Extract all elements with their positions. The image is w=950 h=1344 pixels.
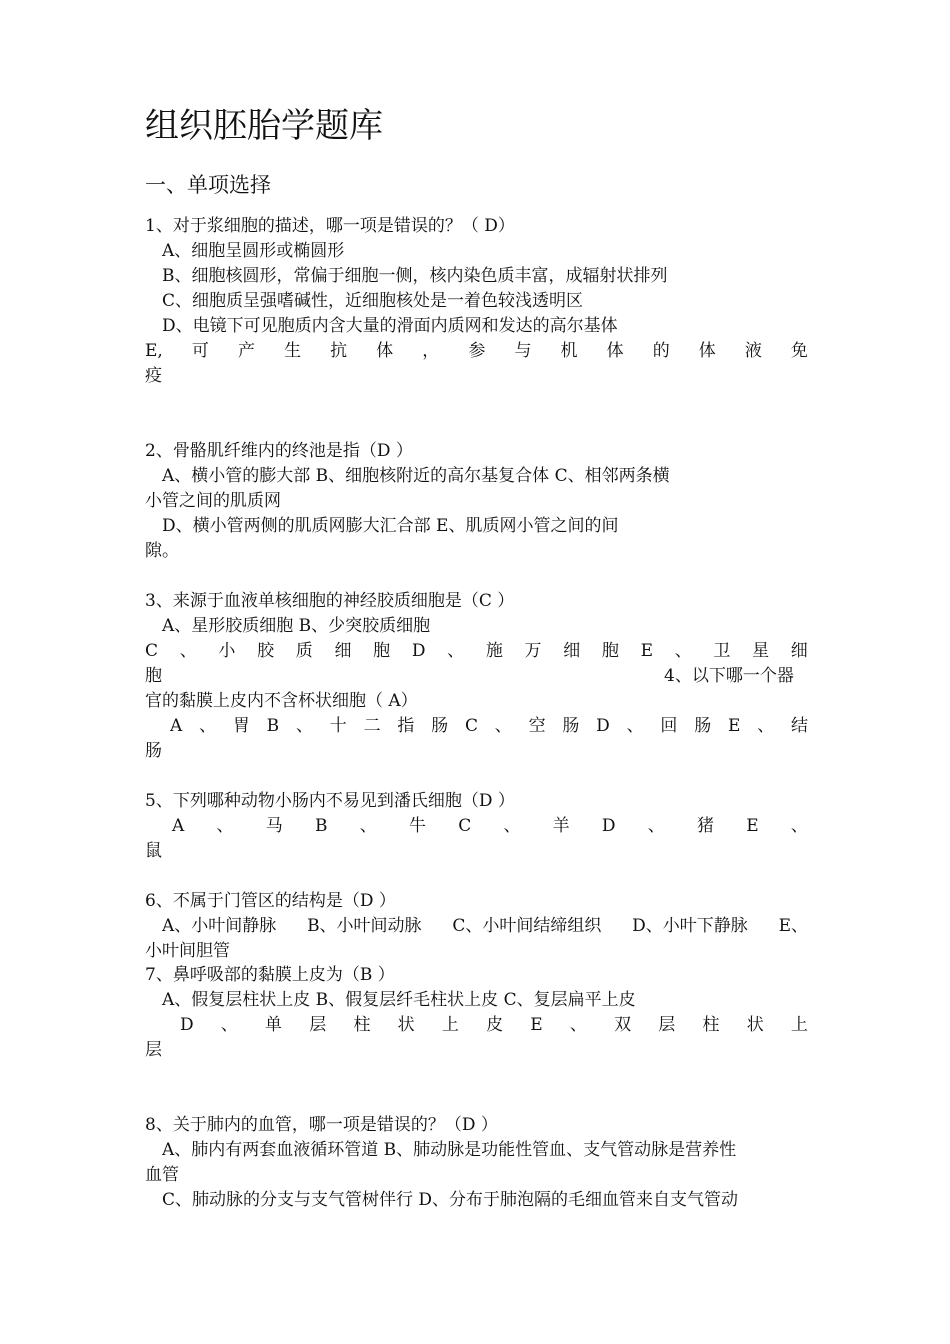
text-token: 状 [397,1015,415,1035]
question-7: 7、鼻呼吸部的黏膜上皮为（B ） [145,965,395,985]
text-token: 状 [746,1015,764,1035]
text-token: B [314,816,328,836]
question-7-options-wrap: 层 [145,1040,162,1060]
text-token: 肠 [562,716,580,736]
question-5: 5、下列哪种动物小肠内不易见到潘氏细胞（D ） [145,791,515,811]
text-token: D [411,641,426,661]
text-token: 细 [790,641,808,661]
question-2: 2、骨骼肌纤维内的终池是指（D ） [145,441,413,461]
text-token: 体 [698,341,716,361]
question-1-option-c: C、细胞质呈强嗜碱性，近细胞核处是一着色较浅透明区 [162,291,584,311]
text-token: C [458,816,472,836]
text-token: 二 [363,716,381,736]
text-token: 柱 [353,1015,371,1035]
text-token: 、 [359,816,377,836]
question-3-options-wrap: 胞 [145,666,162,686]
text-token: 肠 [694,716,712,736]
text-token: D [596,716,610,736]
text-token: 细 [334,641,352,661]
question-1-option-e-wrap: 疫 [145,366,162,386]
text-token: C [464,716,478,736]
text-token: 指 [397,716,415,736]
text-token: E、 [778,916,808,936]
text-token: A、小叶间静脉 [162,916,277,936]
text-token: 与 [514,341,532,361]
question-8-options-cd: C、肺动脉的分支与支气管树伴行 D、分布于肺泡隔的毛细血管来自支气管动 [162,1190,739,1210]
text-token: 空 [528,716,546,736]
text-token: 生 [284,341,302,361]
text-token: E [640,641,654,661]
text-token: 牛 [408,816,426,836]
text-token: 液 [744,341,762,361]
text-token: 、 [199,716,217,736]
text-token: 层 [309,1015,327,1035]
text-token: 免 [790,341,808,361]
text-token: 、 [494,716,512,736]
question-5-options-wrap: 鼠 [145,841,162,861]
question-2-options-de-wrap: 隙。 [145,541,179,561]
text-token: 马 [265,816,283,836]
text-token: 胃 [232,716,250,736]
text-token: E [530,1015,543,1035]
text-token: C、小叶间结缔组织 [452,916,602,936]
text-token: E, [145,341,163,361]
text-token: 皮 [486,1015,504,1035]
question-3-options-ab: A、星形胶质细胞 B、少突胶质细胞 [162,616,431,636]
text-token: 、 [674,641,692,661]
text-token: 、 [179,641,197,661]
section-heading: 一、单项选择 [145,173,271,197]
question-1-option-b: B、细胞核圆形，常偏于细胞一侧，核内染色质丰富，成辐射状排列 [162,266,668,286]
text-token: 层 [658,1015,676,1035]
text-token: 体 [606,341,624,361]
text-token: A [172,816,185,836]
text-token: 双 [614,1015,632,1035]
text-token: 胞 [601,641,619,661]
text-token: B [266,716,280,736]
text-token: 、 [295,716,313,736]
text-token: 小 [218,641,236,661]
question-6-options [162,914,808,938]
question-1-option-e [145,339,808,363]
text-token: 单 [265,1015,283,1035]
text-token: 、 [503,816,521,836]
text-token: D [180,1015,194,1035]
text-token: 施 [485,641,503,661]
text-token: 、 [216,816,234,836]
text-token: A [170,716,183,736]
text-token: 、 [220,1015,238,1035]
question-4-options-wrap: 肠 [145,741,162,761]
text-token: 上 [790,1015,808,1035]
text-token: D [601,816,616,836]
text-token: 参 [468,341,486,361]
question-6: 6、不属于门管区的结构是（D ） [145,891,396,911]
text-token: 十 [329,716,347,736]
text-token: E [746,816,759,836]
text-token: D、小叶下静脉 [632,916,748,936]
text-token: 抗 [330,341,348,361]
question-7-options-abc: A、假复层柱状上皮 B、假复层纤毛柱状上皮 C、复层扁平上皮 [162,990,636,1010]
text-token: 星 [752,641,770,661]
text-token: 、 [647,816,665,836]
text-token: 、 [626,716,644,736]
text-token: 柱 [702,1015,720,1035]
text-token: 体 [376,341,394,361]
text-token: 万 [524,641,542,661]
text-token: 质 [295,641,313,661]
question-8-options-ab: A、肺内有两套血液循环管道 B、肺动脉是功能性管血、支气管动脉是营养性 [162,1140,737,1160]
text-token: E [727,716,741,736]
text-token: 、 [757,716,775,736]
question-5-options [172,814,808,838]
question-8-options-ab-wrap: 血管 [145,1165,179,1185]
question-4-options [170,714,808,738]
text-token: 胶 [257,641,275,661]
text-token: B、小叶间动脉 [307,916,422,936]
question-2-options-abc: A、横小管的膨大部 B、细胞核附近的高尔基复合体 C、相邻两条横 [162,466,670,486]
text-token: 猪 [697,816,715,836]
text-token: 、 [569,1015,587,1035]
text-token: 胞 [373,641,391,661]
question-2-options-de: D、横小管两侧的肌质网膨大汇合部 E、肌质网小管之间的间 [162,516,619,536]
text-token: 卫 [713,641,731,661]
question-4: 官的黏膜上皮内不含杯状细胞（ A） [145,691,418,711]
text-token: 细 [563,641,581,661]
question-1-option-d: D、电镜下可见胞质内含大量的滑面内质网和发达的高尔基体 [162,316,618,336]
text-token: 可 [191,341,209,361]
question-6-options-wrap: 小叶间胆管 [145,941,230,961]
text-token: 肠 [431,716,449,736]
question-3-options-cde [145,639,808,663]
question-1: 1、对于浆细胞的描述，哪一项是错误的？（ D） [145,216,515,236]
text-token: C [145,641,159,661]
question-1-option-a: A、细胞呈圆形或椭圆形 [162,241,345,261]
text-token: 机 [560,341,578,361]
text-token: 的 [652,341,670,361]
text-token: 羊 [552,816,570,836]
question-3: 3、来源于血液单核细胞的神经胶质细胞是（C ） [145,591,515,611]
question-7-options-de [180,1013,808,1037]
question-2-options-abc-wrap: 小管之间的肌质网 [145,491,281,511]
question-8: 8、关于肺内的血管，哪一项是错误的？（D ） [145,1115,498,1135]
text-token: 、 [447,641,465,661]
document-title: 组织胚胎学题库 [145,106,383,146]
text-token: 产 [237,341,255,361]
text-token: 回 [660,716,678,736]
text-token: 上 [441,1015,459,1035]
text-token: 结 [791,716,808,736]
question-4-start: 4、以下哪一个器 [664,666,794,686]
text-token: 、 [790,816,808,836]
text-token: ， [422,341,440,361]
